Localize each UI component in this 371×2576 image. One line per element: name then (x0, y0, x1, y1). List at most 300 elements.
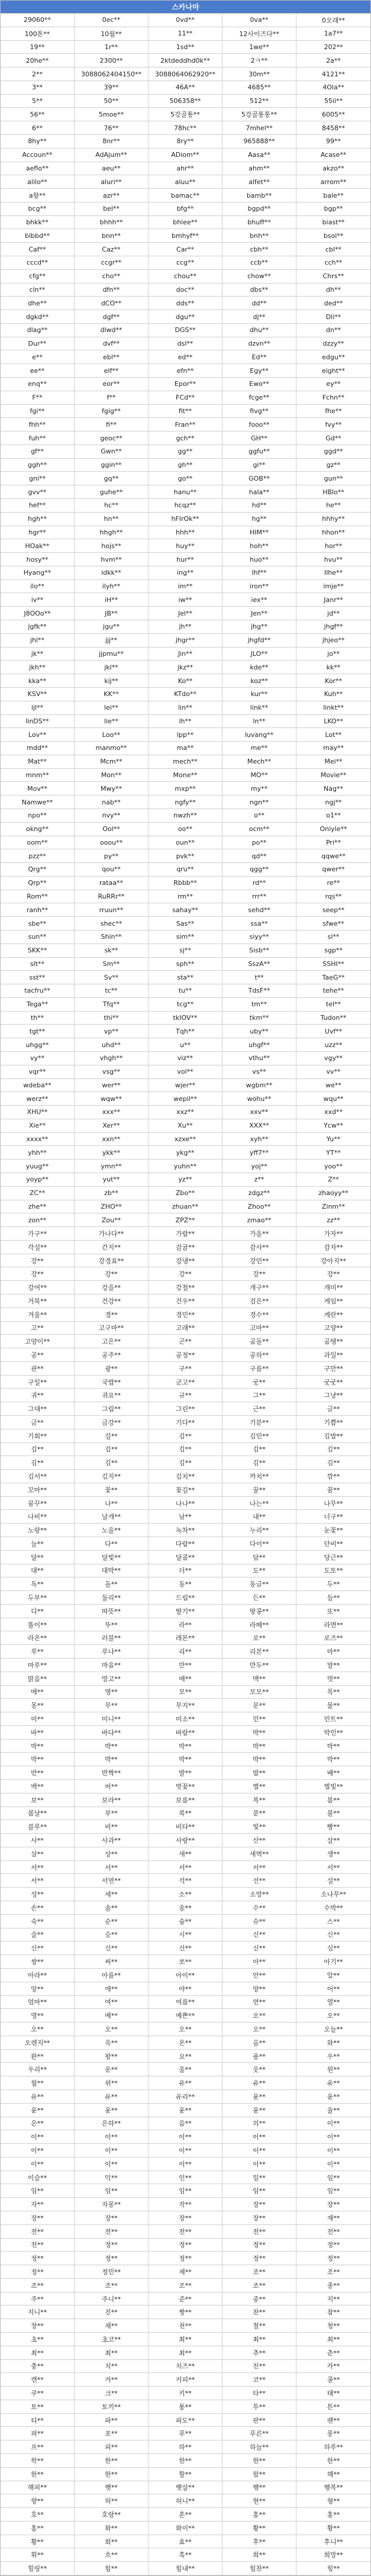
list-cell: Mat** (1, 755, 75, 769)
list-cell: 임** (149, 2184, 222, 2198)
list-cell: 운** (75, 2063, 149, 2076)
list-cell: SszA** (222, 958, 296, 971)
list-cell: 박** (75, 1740, 149, 1753)
list-cell: ngfy** (149, 796, 222, 809)
list-cell: 반짝** (75, 1766, 149, 1780)
list-cell: 공** (1, 1348, 75, 1362)
list-cell: 정** (222, 2239, 296, 2252)
list-cell: 양** (222, 1982, 296, 1996)
list-cell: 정** (1, 2252, 75, 2265)
list-cell: sgp** (296, 944, 370, 958)
list-cell: 서** (296, 1861, 370, 1875)
list-cell: 생** (296, 1847, 370, 1861)
list-cell: 화** (75, 2522, 149, 2535)
list-cell: 정** (296, 2239, 370, 2252)
table-row (1, 2454, 370, 2468)
list-cell: 구일** (1, 1376, 75, 1389)
list-cell: 안** (222, 1969, 296, 1982)
list-cell: 박민** (296, 1726, 370, 1740)
table-row (1, 2292, 370, 2306)
list-cell: 효** (149, 2535, 222, 2549)
list-cell: 강철** (149, 1281, 222, 1295)
list-cell: vs** (222, 1065, 296, 1079)
list-cell: 청** (296, 2319, 370, 2333)
list-cell: 50** (75, 95, 149, 108)
list-cell: hn** (75, 513, 149, 526)
list-cell: 강냉** (149, 1254, 222, 1268)
list-cell: Xer** (75, 1119, 149, 1133)
list-cell: 20he** (1, 54, 75, 67)
table-row (1, 1065, 370, 1079)
table-row (1, 1025, 370, 1038)
list-cell: 초코** (75, 2333, 149, 2346)
list-cell: 비** (75, 1820, 149, 1834)
list-cell: 장** (222, 2198, 296, 2211)
list-cell: 화이** (149, 2522, 222, 2535)
list-cell: J8OOo** (1, 607, 75, 620)
list-cell: 레몬** (149, 1631, 222, 1645)
list-cell: rqs** (296, 890, 370, 904)
list-cell: 202** (296, 41, 370, 54)
list-cell: linkt** (296, 701, 370, 715)
list-cell: uzz** (296, 1038, 370, 1052)
list-cell: 현** (222, 2494, 296, 2508)
list-cell: luvang** (222, 728, 296, 742)
list-cell: wdeba** (1, 1079, 75, 1093)
list-cell: 조** (75, 2279, 149, 2292)
list-cell: 러블** (75, 1631, 149, 1645)
list-cell: Ilhe** (296, 566, 370, 580)
table-row (1, 674, 370, 688)
list-cell: HOak** (1, 539, 75, 553)
list-cell: 관** (1, 1362, 75, 1376)
list-cell: 콩** (296, 2373, 370, 2387)
list-cell: fvy** (296, 418, 370, 432)
list-cell: 구름** (222, 1362, 296, 1376)
table-row (1, 1996, 370, 2010)
list-cell: 힘찬** (222, 2562, 296, 2575)
list-cell: 어** (296, 1982, 370, 1996)
list-cell: 금** (1, 1416, 75, 1429)
list-cell: tgt** (1, 1025, 75, 1038)
list-cell: 김** (149, 1456, 222, 1470)
table-row (1, 391, 370, 405)
table-row (1, 243, 370, 256)
table-row (1, 1659, 370, 1672)
table-row (1, 229, 370, 243)
list-cell: 1a7** (296, 27, 370, 41)
list-cell: Zhoo** (222, 1200, 296, 1214)
list-cell: dzvn** (222, 337, 296, 351)
list-cell: 키** (149, 2387, 222, 2400)
table-row (1, 1187, 370, 1200)
list-cell: uhgg** (1, 1038, 75, 1052)
list-cell: 문** (222, 1699, 296, 1712)
list-cell: 순** (75, 1915, 149, 1928)
list-cell: 철** (222, 2319, 296, 2333)
list-cell: 대박** (75, 1564, 149, 1578)
list-cell: 커** (75, 2373, 149, 2387)
list-cell: 형** (296, 2494, 370, 2508)
list-cell: 꿀** (222, 1483, 296, 1497)
table-header (1, 1, 370, 14)
table-row (1, 472, 370, 485)
list-cell: gf** (1, 445, 75, 459)
list-cell: xxv** (222, 1106, 296, 1119)
list-cell: jhg** (222, 620, 296, 634)
list-cell: 5강골통통** (222, 108, 296, 121)
table-row (1, 1605, 370, 1618)
list-cell: iw** (149, 593, 222, 607)
list-cell: 강을** (75, 1281, 149, 1295)
list-cell: 김** (75, 1443, 149, 1457)
list-cell: 달** (1, 1551, 75, 1564)
list-cell: 서** (75, 1861, 149, 1875)
list-cell: jgfk** (1, 620, 75, 634)
list-cell: AdAjum** (75, 149, 149, 162)
table-row (1, 849, 370, 863)
list-cell: 라온** (1, 1631, 75, 1645)
list-cell: 김** (1, 1456, 75, 1470)
list-cell: 간지** (75, 1241, 149, 1254)
list-cell: 강여** (1, 1281, 75, 1295)
list-cell: Jen** (222, 607, 296, 620)
table-row (1, 823, 370, 836)
list-cell: 슈** (222, 1915, 296, 1928)
list-cell: 바람** (149, 1726, 222, 1740)
list-cell: me** (222, 742, 296, 755)
list-cell: 국밥** (75, 1376, 149, 1389)
list-cell: 허** (75, 2494, 149, 2508)
list-cell: 김** (149, 1443, 222, 1457)
list-cell: tc** (75, 984, 149, 998)
list-cell: 임** (222, 2184, 296, 2198)
list-cell: 전** (1, 2239, 75, 2252)
table-row (1, 1686, 370, 1699)
list-cell: 푸른** (222, 2427, 296, 2440)
list-cell: 추** (222, 2346, 296, 2360)
list-cell: 검은** (222, 1295, 296, 1308)
list-cell: 오렌지** (1, 2036, 75, 2050)
list-cell: Pri** (296, 836, 370, 850)
list-cell: 승** (75, 1928, 149, 1942)
list-cell: Ewo** (222, 378, 296, 391)
list-cell: ZC** (1, 1187, 75, 1200)
list-cell: 김밥** (296, 1429, 370, 1443)
list-cell: 29060** (1, 14, 75, 27)
list-cell: 앙** (1, 1982, 75, 1996)
list-cell: dgf** (75, 310, 149, 324)
list-cell: ranh** (1, 903, 75, 917)
list-cell: lei** (75, 701, 149, 715)
list-cell: oom** (1, 836, 75, 850)
list-cell: 시** (149, 1928, 222, 1942)
list-cell: 서** (1, 1861, 75, 1875)
list-cell: akzo** (296, 162, 370, 176)
table-row (1, 648, 370, 661)
list-cell: jhl** (1, 634, 75, 648)
list-cell: jhgf** (296, 620, 370, 634)
list-cell: 코** (222, 2373, 296, 2387)
list-cell: 6005** (296, 108, 370, 121)
list-cell: 4Ola** (296, 81, 370, 95)
list-cell: ebl** (75, 350, 149, 364)
list-cell: dhe** (1, 297, 75, 310)
list-cell: a항** (1, 189, 75, 202)
list-cell: dj** (222, 310, 296, 324)
list-cell: wqu** (296, 1092, 370, 1106)
list-cell: ngj** (296, 796, 370, 809)
list-cell: qgg** (222, 863, 296, 877)
list-cell: 최** (149, 2346, 222, 2360)
list-cell: 겨울** (1, 1308, 75, 1322)
list-cell: 5moe** (75, 108, 149, 121)
list-cell: 허니** (149, 2494, 222, 2508)
list-cell: 꽃** (75, 1483, 149, 1497)
list-cell: TaeG** (296, 971, 370, 984)
list-cell: mxp** (149, 782, 222, 796)
list-cell: 땅콩** (222, 1605, 296, 1618)
list-cell: uhgf** (222, 1038, 296, 1052)
list-cell: chow** (222, 270, 296, 284)
list-cell: 날개** (75, 1510, 149, 1524)
table-row (1, 1376, 370, 1389)
list-cell: 버** (75, 1780, 149, 1793)
list-cell: gq** (75, 472, 149, 485)
list-cell: tkIOV** (149, 1012, 222, 1025)
list-cell: 봄** (296, 1793, 370, 1807)
list-cell: 예쁜** (149, 2009, 222, 2023)
list-cell: 윤** (296, 2090, 370, 2104)
list-cell: blbbd** (1, 229, 75, 243)
list-cell: 디** (1, 1605, 75, 1618)
list-cell: fcge** (222, 391, 296, 405)
table-row (1, 189, 370, 202)
list-cell: Sisb** (222, 944, 296, 958)
table-row (1, 1645, 370, 1659)
list-cell: 야** (149, 1982, 222, 1996)
list-cell: 곤** (149, 1335, 222, 1348)
table-row (1, 728, 370, 742)
list-cell: vthu** (222, 1052, 296, 1065)
list-cell: 애** (75, 1982, 149, 1996)
list-cell: 신** (75, 1941, 149, 1955)
list-cell: 따뜻** (75, 1605, 149, 1618)
list-cell: 0ec** (75, 14, 149, 27)
list-cell: 고양** (296, 1322, 370, 1335)
list-cell: 미니** (75, 1712, 149, 1726)
list-cell: oun** (149, 836, 222, 850)
list-cell: dsl** (149, 337, 222, 351)
list-cell: vy** (1, 1052, 75, 1065)
list-cell: re** (296, 877, 370, 890)
list-cell: 짱** (149, 2305, 222, 2319)
list-cell: 일** (222, 2171, 296, 2185)
list-cell: rataa** (75, 877, 149, 890)
list-cell: 나비** (1, 1510, 75, 1524)
list-cell: 미소** (149, 1712, 222, 1726)
list-cell: 깜** (296, 1470, 370, 1483)
list-cell: fooo** (222, 418, 296, 432)
list-cell: biast** (296, 216, 370, 230)
table-row (1, 755, 370, 769)
list-cell: gvv** (1, 485, 75, 499)
table-row (1, 1079, 370, 1093)
list-cell: 김** (75, 1456, 149, 1470)
list-cell: 희망** (296, 2548, 370, 2562)
list-cell: jkl** (75, 661, 149, 674)
list-cell: gun** (296, 472, 370, 485)
list-cell: xzxe** (149, 1133, 222, 1147)
list-cell: 자몽** (75, 2198, 149, 2211)
list-cell: alfet** (222, 175, 296, 189)
list-cell: 숙** (1, 1915, 75, 1928)
list-cell: 매** (149, 1672, 222, 1686)
list-cell: 소망** (222, 1888, 296, 1901)
list-cell: 반** (1, 1766, 75, 1780)
list-cell: idkk** (75, 566, 149, 580)
table-row (1, 2104, 370, 2117)
list-cell: 숲** (149, 1915, 222, 1928)
list-cell: ccgr** (75, 256, 149, 270)
list-cell: 리본** (222, 1645, 296, 1659)
list-cell: 타** (222, 2387, 296, 2400)
table-row (1, 2090, 370, 2104)
list-cell: 알** (296, 1969, 370, 1982)
list-cell: 민** (222, 1712, 296, 1726)
list-cell: vv** (296, 1065, 370, 1079)
list-cell: 분** (222, 1807, 296, 1821)
list-cell: 3088062404150** (75, 67, 149, 81)
list-cell: pzz** (1, 849, 75, 863)
list-cell: 웃** (222, 2063, 296, 2076)
list-cell: hgr** (1, 526, 75, 540)
list-cell: kka** (1, 674, 75, 688)
list-cell: 초** (1, 2333, 75, 2346)
table-row (1, 459, 370, 472)
table-row (1, 1416, 370, 1429)
table-row (1, 1322, 370, 1335)
list-cell: 온** (149, 2036, 222, 2050)
list-cell: 0va** (222, 14, 296, 27)
table-row (1, 41, 370, 54)
list-cell: ljl** (1, 701, 75, 715)
list-cell: 꼬마** (1, 1483, 75, 1497)
list-cell: 김** (296, 1456, 370, 1470)
list-cell: 몽** (1, 1699, 75, 1712)
list-cell: 임** (296, 2184, 370, 2198)
list-cell: 하늘** (222, 2440, 296, 2454)
list-cell: 가을** (222, 1227, 296, 1241)
list-cell: xxz** (149, 1106, 222, 1119)
list-cell: KSV** (1, 688, 75, 701)
list-cell: 고은** (75, 1335, 149, 1348)
list-cell: aluri** (75, 175, 149, 189)
list-cell: ccg** (149, 256, 222, 270)
list-cell: go** (149, 472, 222, 485)
list-cell: mdd** (1, 742, 75, 755)
list-cell: Xu** (149, 1119, 222, 1133)
list-cell: Mech** (222, 755, 296, 769)
list-cell: cho** (75, 270, 149, 284)
list-cell: kij** (75, 674, 149, 688)
list-cell: gg** (149, 445, 222, 459)
list-cell: 채** (75, 2319, 149, 2333)
list-cell: ilo** (1, 580, 75, 594)
list-cell: 노랑** (1, 1524, 75, 1537)
list-cell: 상** (75, 1847, 149, 1861)
list-cell: 512** (222, 95, 296, 108)
list-cell: 감자** (296, 1241, 370, 1254)
list-cell: yhh** (1, 1146, 75, 1160)
list-cell: 백** (1, 1780, 75, 1793)
list-cell: we** (296, 1079, 370, 1093)
list-cell: 밤** (222, 1766, 296, 1780)
list-cell: viz** (149, 1052, 222, 1065)
list-cell: 장** (75, 2211, 149, 2225)
list-cell: 최** (1, 2346, 75, 2360)
list-cell: 설** (296, 1874, 370, 1888)
list-cell: 힝** (296, 2562, 370, 2575)
list-cell: 올** (222, 2036, 296, 2050)
list-cell: Zou** (75, 1213, 149, 1227)
list-cell: uhd** (75, 1038, 149, 1052)
list-cell: iv** (1, 593, 75, 607)
table-row (1, 1874, 370, 1888)
list-cell: 김** (296, 1443, 370, 1457)
list-cell: werz** (1, 1092, 75, 1106)
list-cell: 오** (296, 2009, 370, 2023)
list-cell: 글** (296, 1402, 370, 1416)
list-cell: jgu** (75, 620, 149, 634)
list-cell: 서** (222, 1861, 296, 1875)
table-row (1, 1362, 370, 1376)
table-row (1, 877, 370, 890)
list-cell: 구** (149, 1362, 222, 1376)
table-row (1, 175, 370, 189)
list-cell: t** (222, 971, 296, 984)
table-row (1, 1106, 370, 1119)
list-cell: MO** (222, 769, 296, 783)
list-cell: zb** (75, 1187, 149, 1200)
list-cell: Janr** (296, 593, 370, 607)
list-cell: 힐링** (1, 2562, 75, 2575)
list-cell: 고마** (222, 1322, 296, 1335)
list-cell: gch** (149, 432, 222, 445)
list-cell: 오** (75, 2023, 149, 2036)
list-cell: 똘이** (1, 1618, 75, 1632)
list-cell: 익** (75, 2171, 149, 2185)
list-cell: yz** (149, 1173, 222, 1187)
table-row (1, 620, 370, 634)
list-cell: gh** (149, 459, 222, 472)
list-cell: 감사** (222, 1241, 296, 1254)
list-cell: 해** (296, 2468, 370, 2481)
list-cell: 딸기** (149, 1605, 222, 1618)
table-row (1, 2158, 370, 2171)
list-cell: 드림** (149, 1591, 222, 1605)
list-cell: 찬** (222, 2305, 296, 2319)
list-cell: xxx** (75, 1106, 149, 1119)
list-cell: 라면** (296, 1618, 370, 1632)
list-cell: 물** (296, 1699, 370, 1712)
list-cell: 8nr** (75, 135, 149, 149)
list-cell: hFIrOk** (149, 513, 222, 526)
list-cell: thi** (75, 1012, 149, 1025)
list-cell: 고구마** (75, 1322, 149, 1335)
list-cell: Uvf** (296, 1025, 370, 1038)
list-cell: ocm** (222, 823, 296, 836)
